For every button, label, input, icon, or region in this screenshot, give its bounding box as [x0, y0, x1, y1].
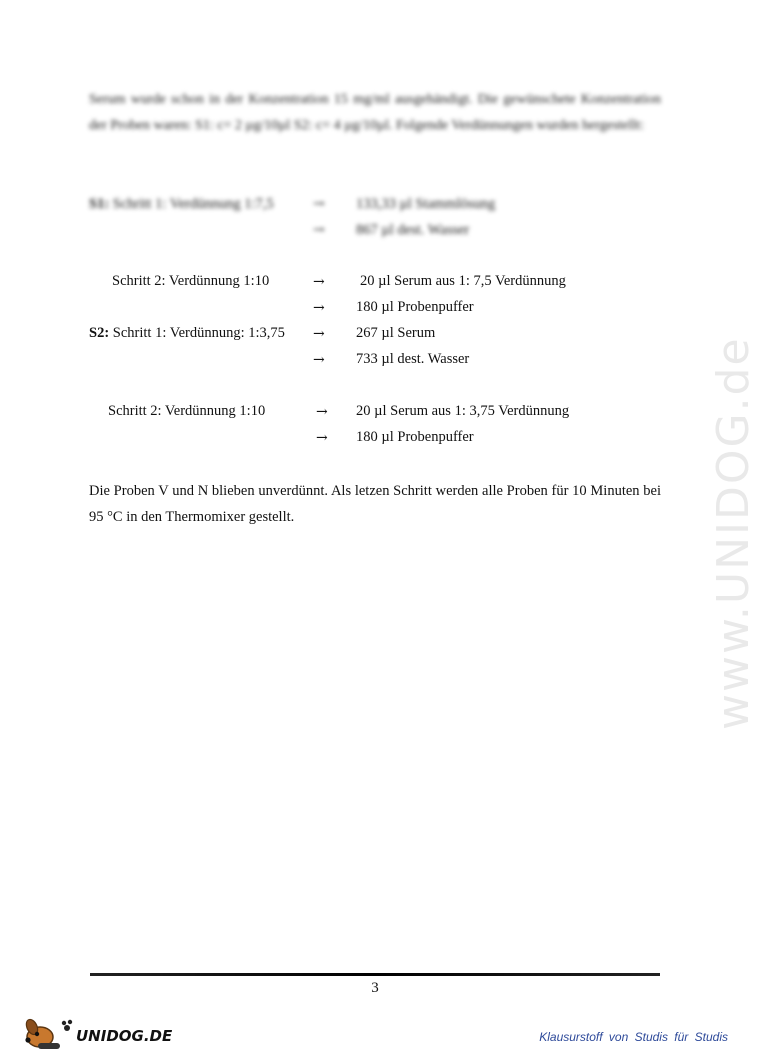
s1-label: S1:: [89, 196, 110, 212]
arrow: →: [316, 430, 328, 446]
footer-divider: [90, 973, 660, 976]
arrow: →: [313, 222, 325, 238]
s2-step1-desc: Schritt 1: Verdünnung: 1:3,75: [112, 325, 285, 341]
dog-mascot-icon: [18, 1013, 78, 1051]
s2-step1-result-2: 733 µl dest. Wasser: [356, 351, 470, 367]
arrow: →: [313, 274, 325, 290]
unidog-logo[interactable]: [18, 1013, 173, 1051]
s1-step1-result-2: 867 µl dest. Wasser: [356, 222, 470, 238]
s1-step1-desc: Schritt 1: Verdünnung 1:7,5: [112, 196, 274, 212]
s2-label: S2:: [89, 325, 110, 341]
arrow: →: [316, 404, 328, 420]
intro-paragraph: Serum wurde schon in der Konzentration 15 mg/ml ausgehändigt. Die gewünschete Konzentration der Proben waren: S1: c= 2 µg/10µl S2: c= 4 µg/10µl. Folgende Verdünnungen wurden hergestellt:: [89, 92, 661, 133]
footer-tagline: Klausurstoff von Studis für Studis: [539, 1030, 728, 1044]
conclusion-paragraph: Die Proben V und N blieben unverdünnt. Als letzen Schritt werden alle Proben für 10 Minuten bei 95 °C in den Thermomixer gestellt.: [89, 483, 661, 525]
s1-step2-desc: Schritt 2: Verdünnung 1:10: [112, 273, 270, 289]
s2-step1-result-1: 267 µl Serum: [356, 325, 436, 341]
s1-step1-row: [89, 196, 274, 213]
s2-step2-result-1: 20 µl Serum aus 1: 3,75 Verdünnung: [356, 403, 570, 419]
page-number: 3: [371, 980, 379, 996]
arrow: →: [313, 300, 325, 316]
s1-step2-result-1: 20 µl Serum aus 1: 7,5 Verdünnung: [360, 273, 566, 289]
watermark: www.UNIDOG.de: [708, 336, 759, 730]
arrow: →: [313, 196, 325, 212]
s2-step2-desc: Schritt 2: Verdünnung 1:10: [108, 403, 266, 419]
arrow: →: [313, 352, 325, 368]
arrow: →: [313, 326, 325, 342]
s2-step2-result-2: 180 µl Probenpuffer: [356, 429, 474, 445]
s2-step1-row: [89, 325, 285, 342]
s1-step1-result-1: 133,33 µl Stammlösung: [356, 196, 496, 212]
s1-step2-result-2: 180 µl Probenpuffer: [356, 299, 474, 315]
logo-text: UNIDOG.DE: [76, 1027, 173, 1045]
